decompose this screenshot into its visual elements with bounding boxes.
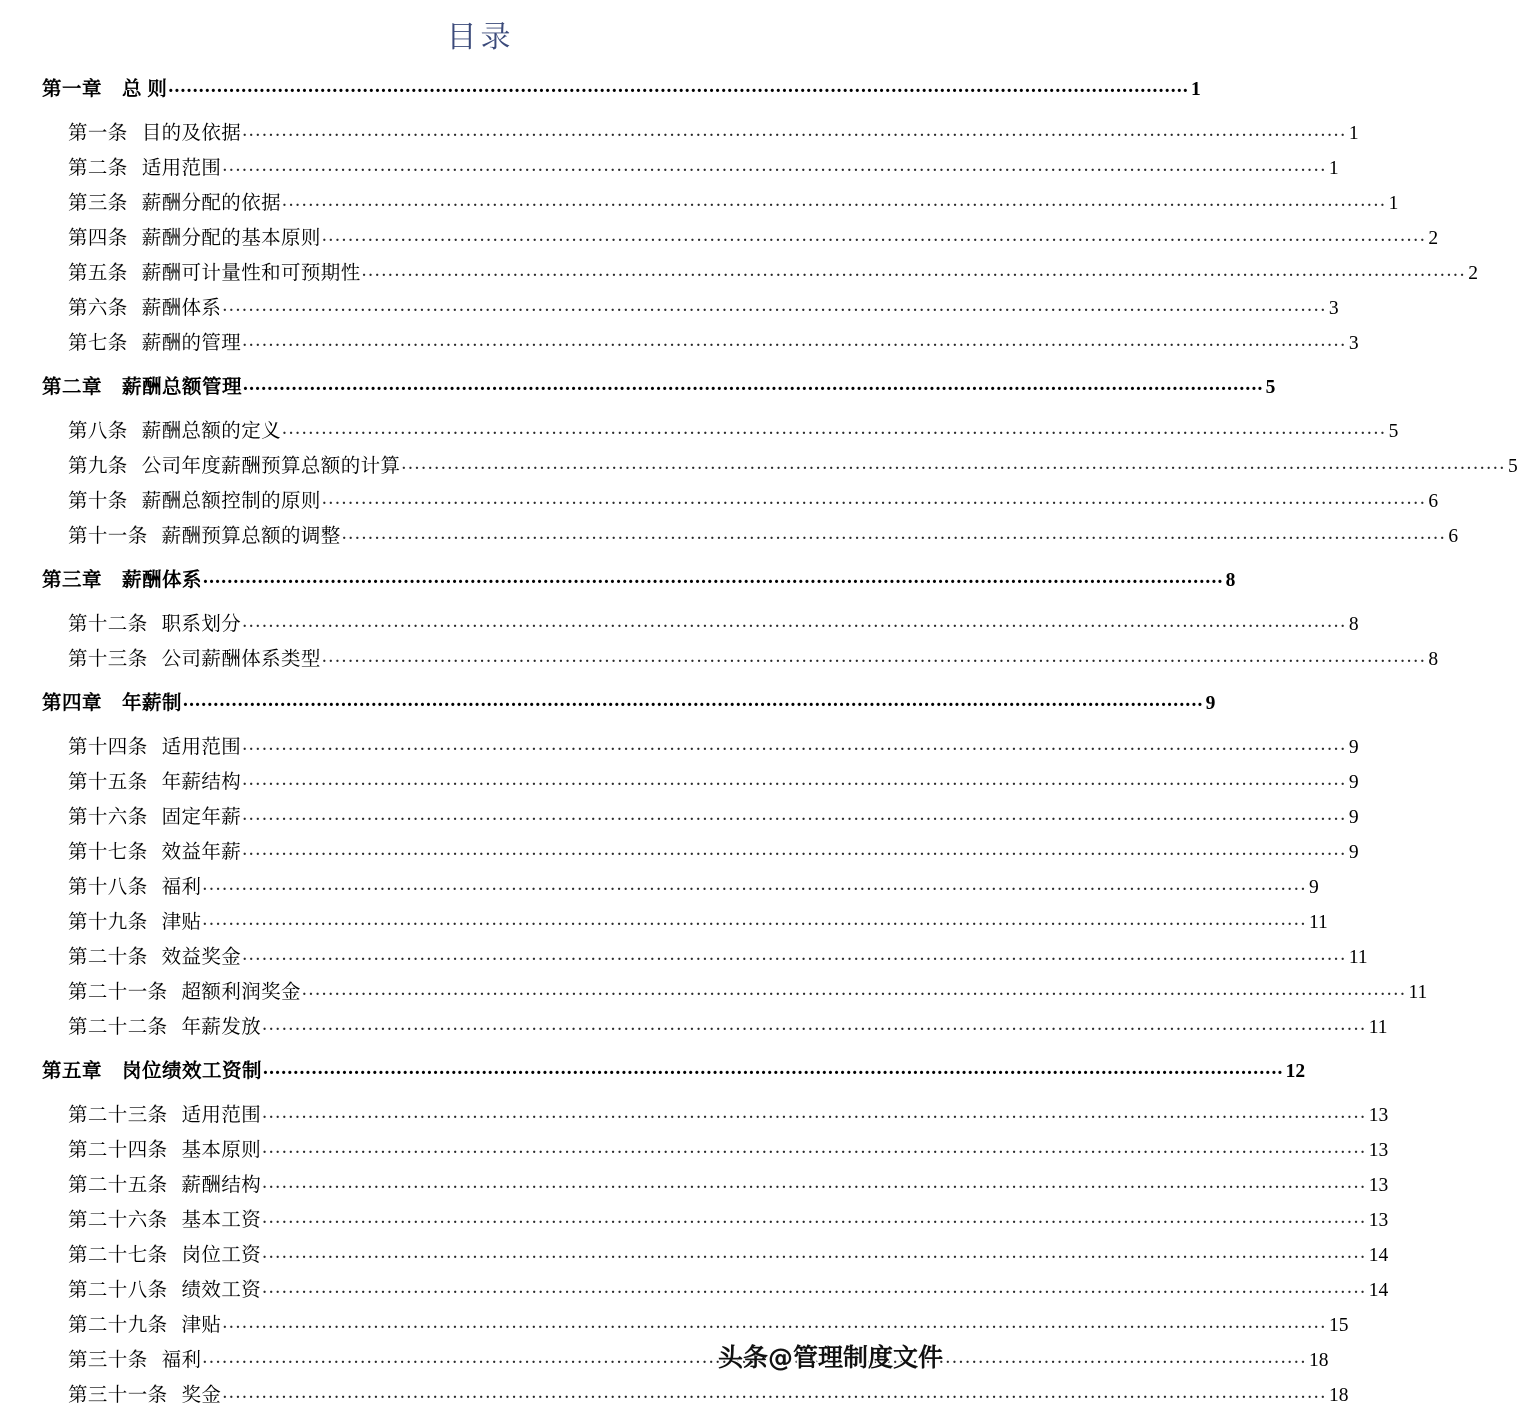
toc-dot-leader [282, 414, 1387, 430]
toc-page-number: 13 [1368, 1175, 1389, 1196]
toc-dot-leader [222, 291, 1327, 307]
toc-article-row[interactable] [68, 940, 1368, 975]
toc-article-row[interactable] [68, 1010, 1388, 1045]
toc-dot-leader [242, 940, 1347, 956]
toc-entry-number: 第二十三条 [68, 1105, 168, 1126]
toc-entry-title: 适用范围 [141, 158, 222, 179]
toc-article-row[interactable] [68, 186, 1399, 221]
toc-page-number: 1 [1328, 158, 1339, 179]
toc-dot-leader [202, 870, 1307, 886]
toc-entry-label [68, 414, 281, 449]
toc-entry-title: 薪酬体系 [122, 570, 203, 591]
toc-page-number: 9 [1348, 737, 1359, 758]
toc-page-number: 11 [1348, 947, 1368, 968]
toc-dot-leader [262, 1168, 1367, 1184]
toc-entry-label [68, 186, 281, 221]
toc-entry-label [68, 1378, 221, 1413]
toc-entry-title: 职系划分 [161, 614, 242, 635]
toc-page-number: 11 [1368, 1017, 1388, 1038]
toc-page-number: 1 [1348, 123, 1359, 144]
toc-dot-leader [342, 519, 1447, 535]
toc-chapter-row[interactable] [42, 686, 1216, 721]
toc-article-row[interactable] [68, 975, 1428, 1010]
toc-entry-title: 薪酬体系 [141, 298, 222, 319]
toc-entry-title: 薪酬分配的依据 [141, 193, 282, 214]
toc-dot-leader [242, 765, 1347, 781]
toc-dot-leader [242, 800, 1347, 816]
toc-article-row[interactable] [68, 484, 1439, 519]
toc-entry-label [68, 151, 221, 186]
toc-page-number: 8 [1348, 614, 1359, 635]
toc-dot-leader [262, 1098, 1367, 1114]
toc-article-row[interactable] [68, 151, 1339, 186]
toc-entry-title: 年薪制 [122, 693, 183, 714]
toc-entry-number: 第十六条 [68, 807, 148, 828]
toc-entry-label [42, 370, 242, 405]
toc-entry-label [42, 686, 182, 721]
toc-page-number: 13 [1368, 1210, 1389, 1231]
toc-page-number: 12 [1285, 1061, 1306, 1082]
toc-dot-leader [222, 1308, 1327, 1324]
toc-entry-title: 效益奖金 [161, 947, 242, 968]
toc-article-row[interactable] [68, 1098, 1389, 1133]
toc-dot-leader [401, 449, 1506, 465]
toc-dot-leader [242, 116, 1347, 132]
toc-page-number: 5 [1388, 421, 1399, 442]
toc-entry-label [68, 256, 361, 291]
toc-article-row[interactable] [68, 326, 1359, 361]
toc-page-number: 8 [1225, 570, 1236, 591]
toc-dot-leader [322, 642, 1427, 658]
toc-entry-label [68, 1308, 221, 1343]
toc-entry-number: 第二十二条 [68, 1017, 168, 1038]
toc-page-number: 11 [1309, 912, 1328, 933]
toc-entry-label [68, 1203, 261, 1238]
toc-entry-number: 第五条 [68, 263, 128, 284]
toc-entry-title: 薪酬分配的基本原则 [141, 228, 321, 249]
toc-entry-label [68, 484, 321, 519]
toc-entry-number: 第三十条 [68, 1350, 148, 1371]
toc-entry-label [68, 765, 241, 800]
toc-page-number: 5 [1508, 456, 1518, 477]
toc-entry-label [68, 835, 241, 870]
toc-entry-number: 第十七条 [68, 842, 148, 863]
toc-article-row[interactable] [68, 765, 1359, 800]
toc-entry-number: 第三章 [42, 570, 103, 591]
toc-entry-label [68, 116, 241, 151]
toc-page-number: 3 [1348, 333, 1359, 354]
toc-page-number: 9 [1348, 842, 1359, 863]
toc-entry-label [68, 975, 301, 1010]
toc-entry-label [68, 730, 241, 765]
toc-entry-title: 福利 [161, 1350, 202, 1371]
toc-entry-label [68, 800, 241, 835]
toc-entry-title: 岗位绩效工资制 [122, 1061, 263, 1082]
toc-entry-number: 第四章 [42, 693, 103, 714]
toc-entry-number: 第八条 [68, 421, 128, 442]
toc-article-row[interactable] [68, 414, 1399, 449]
toc-entry-title: 福利 [161, 877, 202, 898]
toc-entry-title: 适用范围 [161, 737, 242, 758]
toc-entry-title: 超额利润奖金 [181, 982, 301, 1003]
toc-entry-label [68, 221, 321, 256]
toc-page-number: 9 [1348, 807, 1359, 828]
toc-page-number: 1 [1191, 79, 1201, 100]
toc-entry-number: 第十四条 [68, 737, 148, 758]
toc-entry-number: 第二十四条 [68, 1140, 168, 1161]
watermark: 头条@管理制度文件 [717, 1343, 943, 1372]
toc-entry-label [42, 563, 202, 598]
toc-article-row[interactable] [68, 449, 1518, 484]
toc-entry-number: 第二十条 [68, 947, 148, 968]
toc-entry-label [68, 870, 201, 905]
toc-entry-number: 第二十八条 [68, 1280, 168, 1301]
toc-entry-label [68, 291, 221, 326]
toc-entry-number: 第十五条 [68, 772, 148, 793]
toc-article-row[interactable] [68, 730, 1359, 765]
toc-dot-leader [362, 256, 1467, 272]
toc-page-number: 11 [1408, 982, 1428, 1003]
toc-entry-title: 年薪发放 [181, 1017, 262, 1038]
toc-entry-number: 第二十七条 [68, 1245, 168, 1266]
toc-entry-number: 第七条 [68, 333, 128, 354]
toc-dot-leader [243, 370, 1264, 386]
toc-dot-leader [202, 905, 1307, 921]
toc-entry-title: 津贴 [181, 1315, 222, 1336]
toc-page-number: 13 [1368, 1140, 1389, 1161]
toc-page-number: 6 [1428, 491, 1439, 512]
toc-page-number: 18 [1328, 1385, 1349, 1406]
toc-page-number: 1 [1388, 193, 1399, 214]
toc-entry-number: 第一条 [68, 123, 128, 144]
toc-article-row[interactable] [68, 256, 1478, 291]
toc-dot-leader [262, 1133, 1367, 1149]
toc-dot-leader [322, 221, 1427, 237]
toc-entry-title: 薪酬总额的定义 [141, 421, 282, 442]
toc-article-row[interactable] [68, 519, 1459, 554]
toc-dot-leader [262, 1273, 1367, 1289]
toc-entry-label [68, 1238, 261, 1273]
toc-entry-title: 目的及依据 [141, 123, 242, 144]
toc-entry-number: 第三条 [68, 193, 128, 214]
toc-entry-title: 奖金 [181, 1385, 222, 1406]
toc-entry-title: 绩效工资 [181, 1280, 262, 1301]
toc-page-number: 9 [1205, 693, 1216, 714]
toc-entry-title: 公司年度薪酬预算总额的计算 [141, 456, 401, 477]
toc-article-row[interactable] [68, 1378, 1349, 1413]
toc-entry-number: 第十二条 [68, 614, 148, 635]
toc-entry-label [68, 326, 241, 361]
toc-dot-leader [282, 186, 1387, 202]
toc-page-number: 14 [1368, 1280, 1389, 1301]
toc-article-row[interactable] [68, 607, 1359, 642]
toc-entry-number: 第二十六条 [68, 1210, 168, 1231]
toc-entry-label [68, 642, 321, 677]
toc-dot-leader [168, 72, 1189, 88]
toc-entry-label [68, 1133, 261, 1168]
toc-page-number: 2 [1428, 228, 1439, 249]
toc-entry-number: 第二章 [42, 377, 103, 398]
toc-chapter-row[interactable] [42, 1054, 1306, 1089]
toc-dot-leader [263, 1054, 1284, 1070]
toc-entry-title: 岗位工资 [181, 1245, 262, 1266]
toc-article-row[interactable] [68, 870, 1319, 905]
toc-entry-number: 第二十一条 [68, 982, 168, 1003]
toc-entry-number: 第二十九条 [68, 1315, 168, 1336]
toc-chapter-row[interactable] [42, 370, 1276, 405]
toc-entry-label [68, 1273, 261, 1308]
toc-dot-leader [242, 835, 1347, 851]
toc-dot-leader [202, 1343, 1307, 1359]
toc-entry-number: 第九条 [68, 456, 128, 477]
toc-entry-title: 薪酬总额控制的原则 [141, 491, 321, 512]
toc-dot-leader [242, 730, 1347, 746]
toc-page-number: 15 [1328, 1315, 1349, 1336]
toc-article-row[interactable] [68, 835, 1359, 870]
toc-entry-number: 第十三条 [68, 649, 148, 670]
toc-article-row[interactable] [68, 1133, 1389, 1168]
toc-entry-number: 第六条 [68, 298, 128, 319]
toc-entry-number: 第二十五条 [68, 1175, 168, 1196]
toc-entry-number: 第五章 [42, 1061, 103, 1082]
toc-dot-leader [262, 1010, 1367, 1026]
toc-entry-number: 第十一条 [68, 526, 148, 547]
toc-entry-title: 薪酬结构 [181, 1175, 262, 1196]
toc-entry-title: 薪酬预算总额的调整 [161, 526, 341, 547]
toc-page-number: 13 [1368, 1105, 1389, 1126]
toc-dot-leader [262, 1203, 1367, 1219]
toc-entry-label [68, 519, 341, 554]
toc-dot-leader [262, 1238, 1367, 1254]
toc-article-row[interactable] [68, 1273, 1389, 1308]
toc-entry-title: 适用范围 [181, 1105, 262, 1126]
toc-page-number: 3 [1328, 298, 1339, 319]
page-title: 目录 [446, 21, 515, 54]
toc-dot-leader [242, 326, 1347, 342]
toc-entry-title: 总 则 [122, 79, 168, 100]
toc-page-number: 18 [1309, 1350, 1329, 1371]
toc-entry-title: 基本工资 [181, 1210, 262, 1231]
toc-article-row[interactable] [68, 291, 1339, 326]
toc-entry-label [68, 607, 241, 642]
toc-article-row[interactable] [68, 1168, 1389, 1203]
toc-article-row[interactable] [68, 116, 1359, 151]
toc-article-row[interactable] [68, 905, 1328, 940]
toc-dot-leader [222, 151, 1327, 167]
toc-dot-leader [322, 484, 1427, 500]
toc-entry-title: 年薪结构 [161, 772, 242, 793]
toc-page-number: 9 [1309, 877, 1319, 898]
toc-page-number: 5 [1265, 377, 1276, 398]
toc-entry-label [42, 1054, 262, 1089]
toc-entry-label [68, 1168, 261, 1203]
toc-article-row[interactable] [68, 1203, 1389, 1238]
toc-dot-leader [183, 686, 1204, 702]
toc-dot-leader [242, 607, 1347, 623]
toc-entry-title: 公司薪酬体系类型 [161, 649, 321, 670]
toc-entry-label [68, 940, 241, 975]
toc-article-row[interactable] [68, 1308, 1349, 1343]
toc-entry-label [68, 1010, 261, 1045]
toc-page-number: 2 [1468, 263, 1478, 284]
toc-chapter-row[interactable] [42, 72, 1201, 107]
toc-entry-label [68, 449, 400, 484]
toc-entry-label [68, 905, 201, 940]
toc-entry-number: 第十九条 [68, 912, 148, 933]
toc-article-row[interactable] [68, 1238, 1389, 1273]
toc-entry-title: 固定年薪 [161, 807, 242, 828]
toc-entry-title: 津贴 [161, 912, 202, 933]
toc-entry-number: 第十条 [68, 491, 128, 512]
toc-entry-label [42, 72, 167, 107]
toc-entry-number: 第十八条 [68, 877, 148, 898]
toc-entry-title: 基本原则 [181, 1140, 262, 1161]
toc-dot-leader [203, 563, 1224, 579]
table-of-contents [0, 72, 1518, 1413]
toc-entry-label [68, 1098, 261, 1133]
toc-dot-leader [302, 975, 1407, 991]
toc-page-number: 9 [1348, 772, 1359, 793]
toc-article-row[interactable] [68, 221, 1439, 256]
toc-entry-title: 薪酬总额管理 [122, 377, 243, 398]
toc-entry-number: 第三十一条 [68, 1385, 168, 1406]
toc-entry-title: 效益年薪 [161, 842, 242, 863]
toc-article-row[interactable] [68, 1343, 1329, 1378]
toc-entry-number: 第二条 [68, 158, 128, 179]
toc-entry-label [68, 1343, 201, 1378]
toc-page-number: 6 [1448, 526, 1459, 547]
toc-entry-number: 第四条 [68, 228, 128, 249]
toc-article-row[interactable] [68, 642, 1439, 677]
toc-page-number: 8 [1428, 649, 1439, 670]
toc-article-row[interactable] [68, 800, 1359, 835]
toc-entry-title: 薪酬可计量性和可预期性 [141, 263, 361, 284]
toc-page-number: 14 [1368, 1245, 1389, 1266]
toc-chapter-row[interactable] [42, 563, 1236, 598]
toc-entry-title: 薪酬的管理 [141, 333, 242, 354]
toc-entry-number: 第一章 [42, 79, 103, 100]
toc-dot-leader [222, 1378, 1327, 1394]
